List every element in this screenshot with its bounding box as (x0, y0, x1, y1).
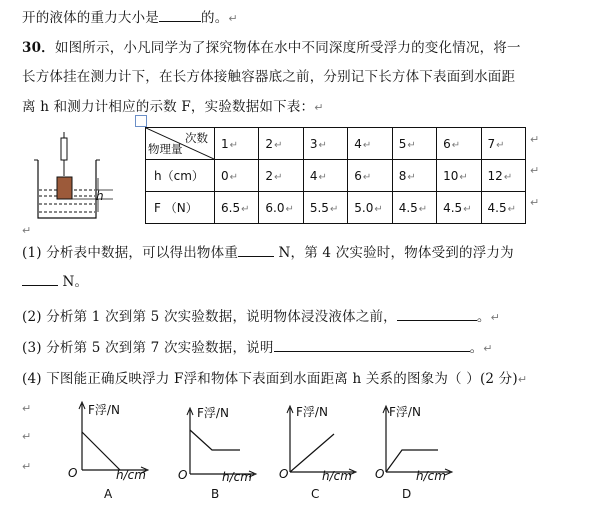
table-cell: 5.5↵ (303, 192, 347, 224)
table-cell: 12↵ (481, 160, 525, 192)
table-cell: 6.5↵ (215, 192, 259, 224)
table-cell: 2↵ (259, 128, 303, 160)
sub-question-1-cont: N。 (22, 270, 88, 290)
figure-label-h: h (96, 189, 104, 203)
sub-question-3: (3) 分析第 5 次到第 7 次实验数据，说明 。↵ (22, 340, 493, 356)
buoyancy-blank[interactable] (22, 273, 58, 286)
graph-d-y-label: F浮/N (389, 405, 421, 419)
conclusion-3-blank[interactable] (274, 339, 470, 352)
table-cell: 3↵ (303, 128, 347, 160)
graph-a-y-label: F浮/N (88, 403, 120, 417)
table-cell: 5.0↵ (348, 192, 392, 224)
apparatus-figure (28, 130, 146, 230)
graph-c-y-label: F浮/N (296, 405, 328, 419)
table-header-cell: 次数 物理量 (146, 128, 215, 160)
q30-line-2: 长方体挂在测力计下，在长方体接触容器底之前，分别记下长方体下表面到水面距 (22, 69, 516, 85)
weight-blank[interactable] (238, 244, 274, 257)
table-row (146, 192, 526, 224)
table-move-handle[interactable] (135, 115, 147, 127)
table-cell: 5↵ (392, 128, 436, 160)
graph-b-letter[interactable]: B (211, 487, 220, 501)
table-cell: 4.5↵ (481, 192, 525, 224)
graph-b-y-label: F浮/N (197, 406, 229, 420)
table-cell: 2↵ (259, 160, 303, 192)
graph-c-letter[interactable]: C (311, 487, 320, 501)
graph-b-x-label: h/cm (222, 470, 252, 484)
table-row (146, 160, 526, 192)
intro-blank[interactable] (159, 9, 201, 22)
q30-line-3: 离 h 和测力计相应的示数 F，实验数据如下表：↵ (22, 99, 324, 115)
graph-c-x-label: h/cm (322, 469, 352, 483)
conclusion-2-blank[interactable] (397, 308, 477, 321)
sub-question-4: (4) 下图能正确反映浮力 F浮和物体下表面到水面距离 h 关系的图象为（ ）(2 分)↵ (22, 371, 528, 387)
table-cell: 8↵ (392, 160, 436, 192)
table-cell: 10↵ (437, 160, 481, 192)
table-row (146, 128, 526, 160)
graph-a-x-label: h/cm (116, 468, 146, 482)
table-cell: 4↵ (303, 160, 347, 192)
table-row-label: F （N） (146, 192, 215, 224)
table-cell: 7↵ (481, 128, 525, 160)
q30-line-1: 30．如图所示，小凡同学为了探究物体在水中不同深度所受浮力的变化情况，将一 (22, 40, 521, 56)
graph-a-letter[interactable]: A (104, 487, 113, 501)
table-row-label: h（cm） (146, 160, 215, 192)
table-cell: 6.0↵ (259, 192, 303, 224)
table-cell: 0↵ (215, 160, 259, 192)
data-table (145, 127, 526, 224)
graph-d-letter[interactable]: D (402, 487, 412, 501)
table-cell: 4.5↵ (392, 192, 436, 224)
table-cell: 6↵ (437, 128, 481, 160)
sub-question-1: (1) 分析表中数据，可以得出物体重 N，第 4 次实验时，物体受到的浮力为 (22, 245, 514, 261)
intro-line: 开的液体的重力大小是 的。↵ (22, 10, 238, 26)
table-cell: 1↵ (215, 128, 259, 160)
table-cell: 4↵ (348, 128, 392, 160)
graph-d-x-label: h/cm (416, 469, 446, 483)
table-cell: 6↵ (348, 160, 392, 192)
table-cell: 4.5↵ (437, 192, 481, 224)
sub-question-2: (2) 分析第 1 次到第 5 次实验数据，说明物体浸没液体之前， 。↵ (22, 309, 500, 325)
q30-number: 30． (22, 40, 55, 56)
